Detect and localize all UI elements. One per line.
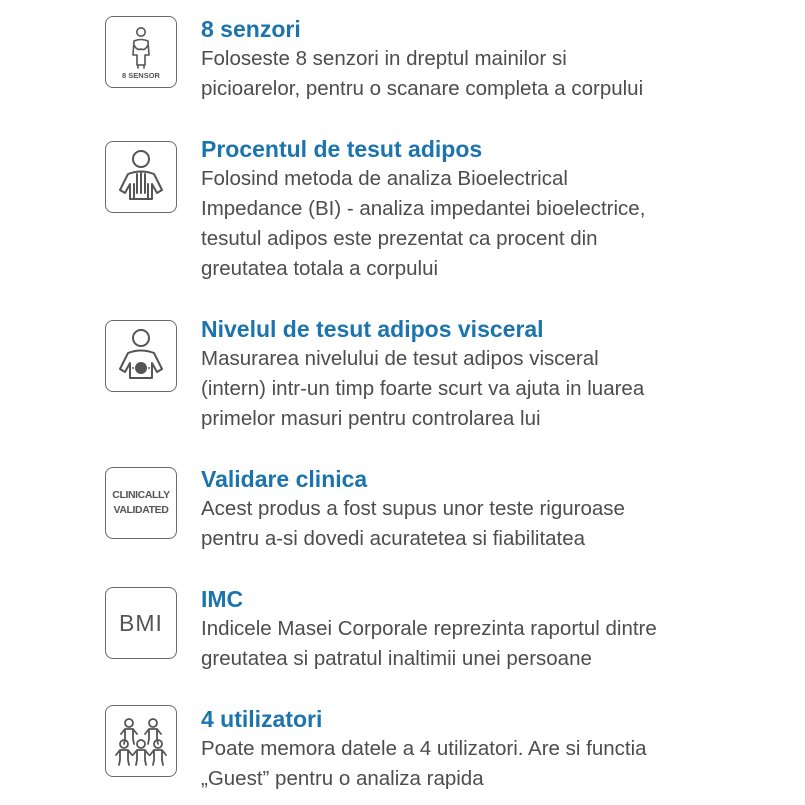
feature-title: 8 senzori (201, 16, 301, 42)
sensor-icon-label: 8 SENSOR (122, 71, 160, 80)
bmi-icon-label: BMI (119, 609, 163, 636)
person-8-sensor-icon (105, 16, 177, 88)
feature-title: Procentul de tesut adipos (201, 136, 483, 162)
clinically-validated-icon (105, 467, 177, 539)
feature-title: 4 utilizatori (201, 706, 323, 732)
feature-title: Nivelul de tesut adipos visceral (201, 316, 544, 342)
feature-description: Foloseste 8 senzori in dreptul mainilor si picioarelor, pentru o scanare completa a corpului (201, 47, 644, 100)
feature-description: Poate memora datele a 4 utilizatori. Are si functia „Guest” pentru o analiza rapida (201, 737, 647, 790)
clinically-validated-label: CLINICALLY VALIDATED (112, 489, 170, 516)
feature-title: IMC (201, 586, 244, 612)
feature-description: Indicele Masei Corporale reprezinta raportul dintre greutatea si patratul inaltimii unei persoane (201, 617, 657, 670)
bmi-icon (105, 587, 177, 659)
feature-description: Acest produs a fost supus unor teste riguroase pentru a-si dovedi acuratetea si fiabilitatea (201, 497, 625, 550)
feature-title: Validare clinica (201, 466, 368, 492)
body-fat-person-icon (105, 141, 177, 213)
four-users-icon (105, 705, 177, 777)
feature-description: Masurarea nivelului de tesut adipos visceral (intern) intr-un timp foarte scurt va ajuta in luarea primelor masuri pentru controlarea lui (201, 347, 645, 430)
visceral-fat-person-icon (105, 320, 177, 392)
feature-description: Folosind metoda de analiza Bioelectrical Impedance (BI) - analiza impedantei bioelectrice, tesutul adipos este prezentat ca procent din greutatea totala a corpului (201, 167, 646, 280)
